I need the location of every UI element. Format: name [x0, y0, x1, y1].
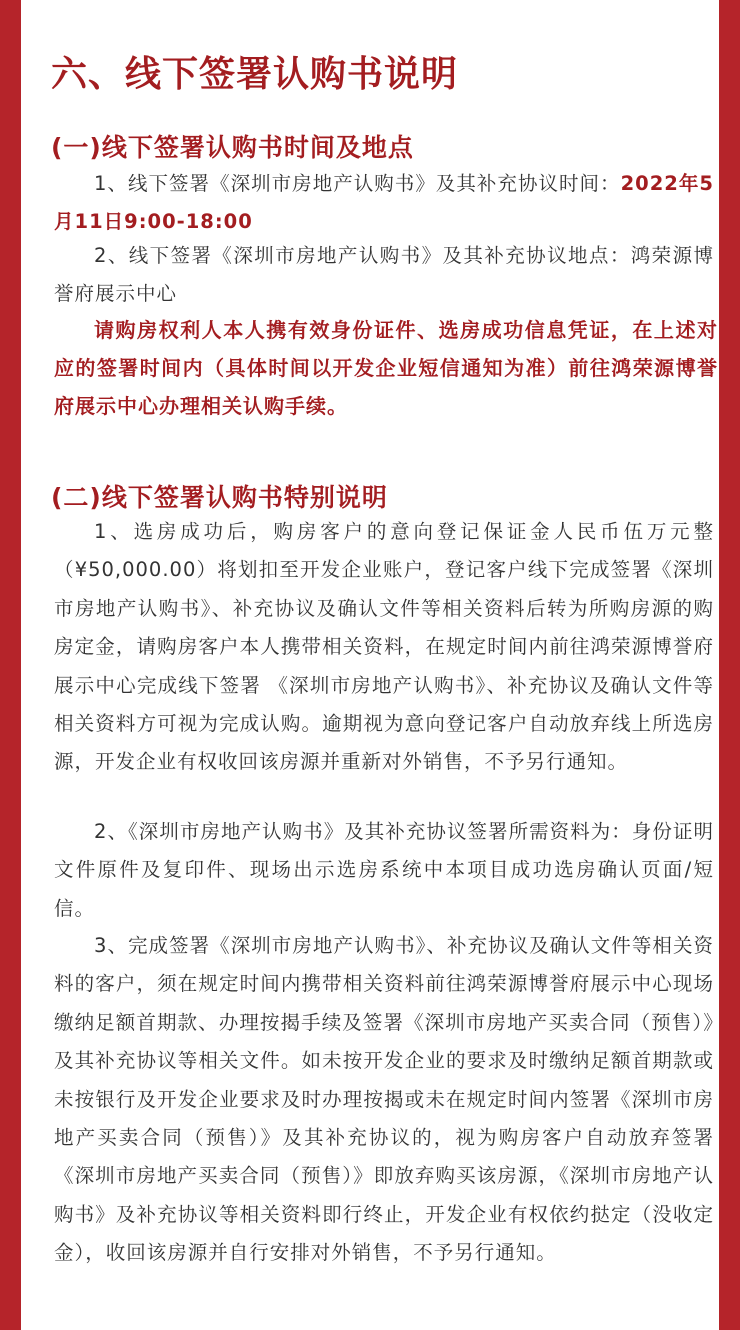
signing-time: 2022年5月11日9:00-18:00: [54, 172, 714, 234]
section-1-title: (一)线下签署认购书时间及地点: [51, 133, 414, 162]
left-red-border: [0, 0, 21, 1330]
section-1-item-2: 2、线下签署《深圳市房地产认购书》及其补充协议地点：鸿荣源博誉府展示中心: [54, 244, 714, 306]
document-page: [21, 0, 719, 1330]
section-2-title: (二)线下签署认购书特别说明: [51, 483, 388, 512]
section-1-item-1: [54, 165, 714, 242]
section-2-item-1: 1、选房成功后，购房客户的意向登记保证金人民币伍万元整（¥50,000.00）将划扣至开发企业账户，登记客户线下完成签署《深圳市房地产认购书》、补充协议及确认文件等相关资料后转为所购房源的购房定金，请购房客户本人携带相关资料，在规定时间内前往鸿荣源博誉府展示中心完成线下签署 《深圳市房地产认购书》、补充协议及确认文件等相关资料方可视为完成认购。逾期视为意向登记客户自动放弃线上所选房源，开发企业有权收回该房源并重新对外销售，不予另行通知。: [54, 520, 714, 774]
section-2-item-2: 2、《深圳市房地产认购书》及其补充协议签署所需资料为：身份证明文件原件及复印件、现场出示选房系统中本项目成功选房确认页面/短信。: [54, 820, 714, 920]
signing-notice: 请购房权利人本人携有效身份证件、选房成功信息凭证，在上述对应的签署时间内（具体时间以开发企业短信通知为准）前往鸿荣源博誉府展示中心办理相关认购手续。: [54, 318, 718, 418]
section-1-item-1-text: 1、线下签署《深圳市房地产认购书》及其补充协议时间：: [94, 172, 621, 195]
section-2-item-3: 3、完成签署《深圳市房地产认购书》、补充协议及确认文件等相关资料的客户，须在规定时间内携带相关资料前往鸿荣源博誉府展示中心现场缴纳足额首期款、办理按揭手续及签署《深圳市房地产买卖合同（预售）》及其补充协议等相关文件。如未按开发企业的要求及时缴纳足额首期款或未按银行及开发企业要求及时办理按揭或未在规定时间内签署《深圳市房地产买卖合同（预售）》及其补充协议的，视为购房客户自动放弃签署《深圳市房地产买卖合同（预售）》即放弃购买该房源，《深圳市房地产认购书》及补充协议等相关资料即行终止，开发企业有权依约挞定（没收定金），收回该房源并自行安排对外销售，不予另行通知。: [54, 934, 714, 1265]
right-red-border: [719, 0, 740, 1330]
page-title: 六、线下签署认购书说明: [51, 54, 459, 95]
